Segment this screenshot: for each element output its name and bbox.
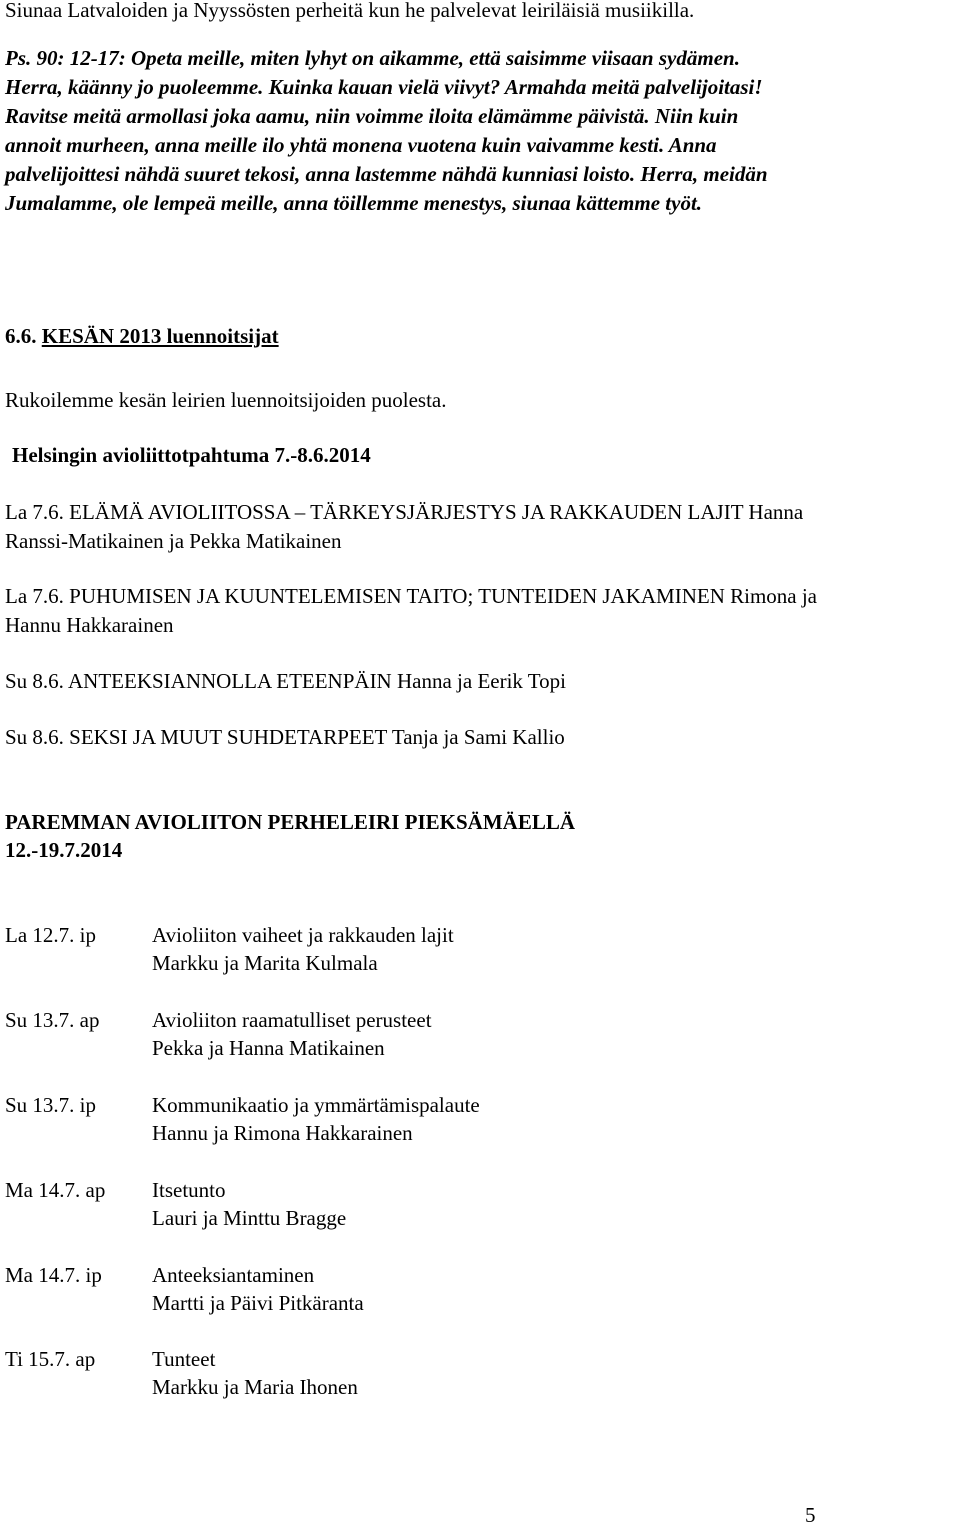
schedule-speakers: Markku ja Maria Ihonen <box>152 1375 358 1399</box>
schedule-speakers: Martti ja Päivi Pitkäranta <box>152 1291 364 1315</box>
schedule-topic: Anteeksiantaminen <box>152 1263 315 1287</box>
program-item-line: Su 8.6. SEKSI JA MUUT SUHDETARPEET Tanja ja Sami Kallio <box>5 725 565 749</box>
schedule-day: Ti 15.7. ap <box>5 1347 96 1371</box>
schedule-speakers: Hannu ja Rimona Hakkarainen <box>152 1121 413 1145</box>
program-item-line: Hannu Hakkarainen <box>5 613 174 637</box>
psalm-line: palvelijoittesi nähdä suuret tekosi, anna lastemme nähdä kunniasi loisto. Herra, meidän <box>5 162 768 186</box>
psalm-line: Ps. 90: 12-17: Opeta meille, miten lyhyt on aikamme, että saisimme viisaan sydämen. <box>5 46 740 70</box>
program-item-line: La 7.6. ELÄMÄ AVIOLIITOSSA – TÄRKEYSJÄRJESTYS JA RAKKAUDEN LAJIT Hanna <box>5 500 804 524</box>
schedule-topic: Tunteet <box>152 1347 216 1371</box>
program-item-line: La 7.6. PUHUMISEN JA KUUNTELEMISEN TAITO; TUNTEIDEN JAKAMINEN Rimona ja <box>5 584 818 608</box>
schedule-day: La 12.7. ip <box>5 923 96 947</box>
page-number: 5 <box>805 1503 816 1527</box>
section-title: KESÄN 2013 luennoitsijat <box>41 324 279 348</box>
helsinki-heading: Helsingin avioliittotpahtuma 7.-8.6.2014 <box>12 443 371 467</box>
schedule-topic: Avioliiton raamatulliset perusteet <box>152 1008 432 1032</box>
psalm-line: Ravitse meitä armollasi joka aamu, niin voimme iloita elämämme päivistä. Niin kuin <box>5 104 739 128</box>
psalm-line: Jumalamme, ole lempeä meille, anna töillemme menestys, siunaa kättemme työt. <box>5 191 703 215</box>
psalm-line: annoit murheen, anna meille ilo yhtä monena vuotena kuin vaivamme kesti. Anna <box>5 133 717 157</box>
psalm-line: Herra, käänny jo puoleemme. Kuinka kauan vielä viivyt? Armahda meitä palvelijoitasi! <box>5 75 763 99</box>
schedule-topic: Kommunikaatio ja ymmärtämispalaute <box>152 1093 480 1117</box>
schedule-speakers: Lauri ja Minttu Bragge <box>152 1206 347 1230</box>
schedule-speakers: Pekka ja Hanna Matikainen <box>152 1036 385 1060</box>
schedule-day: Su 13.7. ap <box>5 1008 100 1032</box>
camp-dates: 12.-19.7.2014 <box>5 838 123 862</box>
program-item-line: Su 8.6. ANTEEKSIANNOLLA ETEENPÄIN Hanna ja Eerik Topi <box>5 669 566 693</box>
schedule-speakers: Markku ja Marita Kulmala <box>152 951 378 975</box>
prayer-line: Rukoilemme kesän leirien luennoitsijoiden puolesta. <box>5 388 447 412</box>
schedule-topic: Avioliiton vaiheet ja rakkauden lajit <box>152 923 454 947</box>
intro-line: Siunaa Latvaloiden ja Nyyssösten perheitä kun he palvelevat leiriläisiä musiikilla. <box>5 0 695 22</box>
section-heading <box>5 322 279 351</box>
schedule-day: Ma 14.7. ap <box>5 1178 106 1202</box>
schedule-day: Ma 14.7. ip <box>5 1263 102 1287</box>
program-item-line: Ranssi-Matikainen ja Pekka Matikainen <box>5 529 342 553</box>
schedule-day: Su 13.7. ip <box>5 1093 97 1117</box>
schedule-topic: Itsetunto <box>152 1178 226 1202</box>
section-number: 6.6. <box>5 324 37 348</box>
camp-heading: PAREMMAN AVIOLIITON PERHELEIRI PIEKSÄMÄELLÄ <box>5 810 576 834</box>
